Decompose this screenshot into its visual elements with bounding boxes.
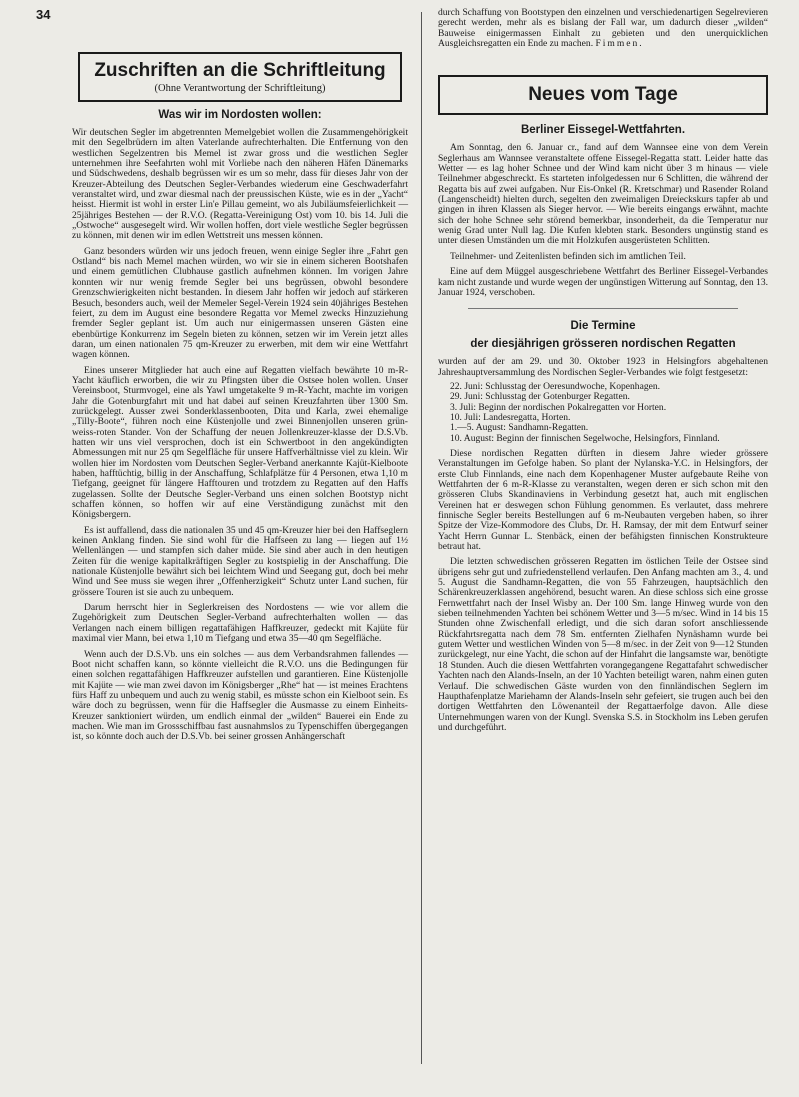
continuation-text: durch Schaffung von Bootstypen den einzelnen und verschiedenartigen Segelrevieren gerecht werden, mehr als es bislang der Fall war, um dadurch dieser „wilden“ Bauweise einigermassen Einhalt zu gebieten und den unerquicklichen Ausgleichsregatten ein Ende zu machen. (438, 7, 768, 50)
paragraph: Darum herrscht hier in Seglerkreisen des Nordostens — wie vor allem die Zugehörigkeit zum Deutschen Segler-Verband aufrechterhalten wollen — das Verlangen nach einem billigen regattafähigen Haffkreuzer, gedeckt mit Kajüte für maximal vier Mann, bei etwa 1,10 m Tiefgang und etwa 35—40 qm Segelfläche. (72, 602, 408, 645)
paragraph: wurden auf der am 29. und 30. Oktober 1923 in Helsingfors abgehaltenen Jahreshauptversammlung des Nordischen Segler-Verbandes wie folgt festgesetzt: (438, 356, 768, 378)
right-column (438, 8, 768, 733)
paragraph: Ganz besonders würden wir uns jedoch freuen, wenn einige Segler ihre „Fahrt gen Ostland“ bis nach Memel machen würden, wo wir sie in einem sicheren Bootshafen und einem gemütlichen Clubhause gastlich aufnehmen können. Im vorigen Jahre konnten wir nur wenig fremde Segler bei uns begrüssen, obwohl besondere Grenzschwierigkeiten nicht bestanden. In diesem Jahr hoffen wir jedoch auf stärkeren Besuch, besonders auch, weil der Memeler Segel-Verein 1924 sein 40jähriges Bestehen feiert, zu dem im August eine besondere Regatta vor Memel zwecks Hinzuziehung fremder Segler geplant ist. Um auch nur einigermassen unseren Gästen eine ebenbürtige Konkurrenz im Segeln bieten zu können, setzen wir im Verein jetzt alles daran, um einen nationalen 75 qm-Kreuzer zu erwerben, mit dem wir eine Wettfahrt wagen können. (72, 245, 408, 361)
eissegel-headline: Berliner Eissegel-Wettfahrten. (520, 124, 686, 137)
article-headline: Was wir im Nordosten wollen: (158, 109, 322, 121)
paragraph: Teilnehmer- und Zeitenlisten befinden sich im amtlichen Teil. (450, 250, 686, 262)
paragraph: Eine auf dem Müggel ausgeschriebene Wettfahrt des Berliner Eissegel-Verbandes kam nicht zustande und wurde wegen der ungünstigen Witterung auf Sonntag, den 13. Januar 1924, verschoben. (438, 266, 768, 298)
paragraph: Wir deutschen Segler im abgetrennten Memelgebiet wollen die Zusammengehörigkeit mit den Segelbrüdern im alten Vaterlande aufrechterhalten. Die Entfernung von den westlichen Segelzentren bis Memel ist zwar gross und die westlichen Segler unternehmen ihre Seefahrten wohl mit Vorliebe nach den näheren Häfen Dänemarks und Südschwedens, deshalb begrüssen wir es um so mehr, dass für dieses Jahr von der Kreuzer-Abteilung des Deutschen Segler-Verbandes wiederum eine Geschwaderfahrt veranstaltet wird, und zwar diesmal nach der preussischen Küste, wie es in der „Yacht“ heisst. Hiermit ist wohl in erster Lin'e Pillau gemeint, wo als Jubiläumsfeierlichkeit — 25jähriges Bestehen — der R.V.O. (Regatta-Vereinigung Ost) vom 10. bis 14. Juli die „Ostwoche“ ausgesegelt wird. Wir wollen hoffen, dort viele westliche Segler begrüssen zu können, mit denen wir im edlen Wettstreit uns messen können. (72, 127, 408, 242)
list-item: 22. Juni: Schlusstag der Oeresundwoche, Kopenhagen. (450, 380, 660, 392)
letters-title: Zuschriften an die Schriftleitung (94, 60, 386, 81)
list-item: 3. Juli: Beginn der nordischen Pokalregatten vor Horten. (450, 401, 667, 413)
news-box (438, 75, 768, 115)
author-signature: Fimmen. (595, 38, 644, 50)
news-title: Neues vom Tage (528, 84, 678, 106)
paragraph: Die letzten schwedischen grösseren Regatten im östlichen Teile der Ostsee sind übrigens sehr gut und zufriedenstellend verlaufen. Den Anfang machten am 3., 4. und 5. August die Sandhamn-Regatten, die von 55 Fahrzeugen, hauptsächlich den Schärenkreuzerklassen angehörend, besucht waren. An diese schloss sich eine grosse Fernwettfahrt nach der Insel Wisby an. Der 100 Sm. lange Hinweg wurde von den sieben teilnehmenden Yachten bei schönem Wetter und 3—5 m/sec. Wind in 14 bis 15 Stunden ohne Zwischenfall erledigt, und die sich daran sofort anschliessende Rückfahrtsregatta nach dem 78 Sm. entfernten Zielhafen Nynäshamn wurde bei gutem Wetter und westlichen Winden von 5—8 m/sec. in der Zeit von 9—12 Stunden zurückgelegt, nur eine Yacht, die schon auf der Hinfahrt die langsamste war, benötigte 18 Stunden. Auch die diesen Wettfahrten vorangegangene Regattafahrt schwedischer Yachten nach den Alands-Inseln, an der 10 Yachten beteiligt waren, nahm einen guten Verlauf. Die schwedischen Gäste wurden von den finnländischen Seglern im Haupthafenplatze Mariehamn der Alands-Inseln sehr gefeiert, sie trugen auch bei den dortigen Wettfahrten den Löwenanteil der Regattaerfolge davon. Alle diese Unternehmungen waren von der Kungl. Svenska S.S. in Stockholm ins Leben gerufen und durchgeführt. (438, 556, 768, 733)
left-column (72, 30, 408, 743)
paragraph: Am Sonntag, den 6. Januar cr., fand auf dem Wannsee eine von dem Verein Seglerhaus am Wannsee veranstaltete offene Eissegel-Regatta statt. Leider hatte das Wetter — es lag hoher Schnee und der Wind kam nicht über 3 m hinaus — viele Teilnehmer abgeschreckt. Es starteten infolgedessen nur 6 Schlitten, die während der Regatta bis auf zwei aufgaben. Nur Eis-Onkel (R. Kretschmar) und Rasender Roland (Langenscheidt) hielten durch, segelten den zweimaligen Dreieckskurs tapfer ab und gingen in ihren Klassen als Sieger hervor. — Wie bereits eingangs erwähnt, machte sich der hohe Schnee sehr störend bemerkbar, insonderheit, da die Temperatur nur wenig Grad unter Null lag. Die Kufen klebten stark. Besonders ungünstig stand es unter diesen Umständen um die mit Holzkufen ausgerüsteten Schlitten. (438, 142, 768, 247)
regatta-dates-list (438, 382, 768, 444)
termine-headline: Die Termine (570, 320, 636, 333)
list-item: 29. Juni: Schlusstag der Gotenburger Regatten. (450, 391, 630, 403)
list-item: 10. August: Beginn der finnischen Segelwoche, Helsingfors, Finnland. (450, 432, 720, 444)
paragraph: Es ist auffallend, dass die nationalen 35 und 45 qm-Kreuzer hier bei den Haffseglern keinen Anklang finden. Sie sind wohl für die Haffseen zu lang — liegen auf 1½ Wellenlängen — und stampfen sich daher müde. Sie sind aber auch in den heutigen Zeiten für die wenige kapitalkräftigen Segler zu kostspielig in der Anschaffung. Die nationale Küstenjolle bewährt sich bei leichtem Wind und Seegang gut, doch bei mehr Wind und See muss sie wegen ihrer „Offenherzigkeit“ Schutz unter Land suchen, für grössere Touren ist sie auch zu unbequem. (72, 524, 408, 598)
continuation-paragraph (438, 8, 768, 49)
list-item: 10. Juli: Landesregatta, Horten. (450, 411, 571, 423)
page-number: 34 (36, 7, 51, 22)
paragraph: Eines unserer Mitglieder hat auch eine auf Regatten vielfach bewährte 10 m-R-Yacht käuflich erworben, die wir zu Pfingsten über die Ostsee holen wollen. Unser Vereinsboot, Sturmvogel, eine als Yawl umgetakelte 9 m-R-Yacht, machte im vorigen Jahr die Gotenburgfahrt mit und hat dabei auf seinen Kreuzfahrten über 1300 Sm. zurückgelegt. Ausser zwei Sonderklassenbooten, Dita und Karla, zwei ehemalige „Tilly-Boote“, führen noch eine Küstenjolle und zwei Binnenjollen unseren grün-weiss-roten Stander. Von der Schaffung der neuen Jollenkreuzer-klasse der D.S.Vb. hatten wir uns viel versprochen, doch ist ein Schwertboot in den angekündigten Abmessungen mit nur 25 qm Segelfläche für unsere Haffverhältnisse viel zu klein. Wir wollen hier im Nordosten vom Deutschen Segler-Verband anerkannte Kajüt-Kielboote haben, hafftüchtig, billig in der Anschaffung, Schlafplätze für 4 Personen, etwa 1,10 m Tiefgang, geeignet für längere Hafftouren und trotzdem zu Regatten auf den Haffs zugelassen. Sollte der Deutsche Segler-Verband uns einen solchen Bootstyp nicht schaffen können, so hoffen wir auf eine Verständigung zunächst mit den Königsbergern. (72, 364, 408, 521)
letters-box (78, 52, 402, 102)
column-divider (421, 12, 422, 1064)
paragraph: Wenn auch der D.S.Vb. uns ein solches — aus dem Verbandsrahmen fallendes — Boot nicht schaffen kann, so könnte vielleicht die R.V.O. uns die Bedingungen für einen solchen regattafähigen Haffkreuzer aufstellen und garantieren. Eine Küstenjolle mit Kajüte — wie man zwei davon im Königsberger „Rhe“ hat — ist meines Erachtens fürs Haff zu unbequem und auch zu wenig stabil, es müsste schon ein Kielboot sein. Es wäre doch zu begrüssen, wenn für die Haffsegler die Ausmasse zu einem Einheits-Kreuzer sanktioniert würden, um endlich einmal der „wilden“ Bauerei ein Ende zu machen. Wie man im Grossschiffbau fast ausnahmslos zu Typenschiffen übergegangen ist, so könnte doch auch der D.S.Vb. bei seiner grossen Anhängerschaft (72, 648, 408, 743)
list-item: 1.—5. August: Sandhamn-Regatten. (450, 422, 589, 434)
section-divider (468, 308, 738, 309)
paragraph: Diese nordischen Regatten dürften in diesem Jahre wieder grössere Veranstaltungen im Gefolge haben. So plant der Nylanska-Y.C. in Helsingfors, der erste Club Finnlands, eine nach dem Kopenhagener Muster aufgebaute Reihe von Wettfahrten der 6 m-R-Klasse zu veranstalten, wegen deren er sich schon mit den grösseren Clubs Skandinaviens in Verbindung gesetzt hat, auch mit englischen Vereinen hat er deswegen schon Fühlung genommen. Es verlautet, dass mehrere finnische Segler bereits Bestellungen auf 6 m-Neubauten vergeben haben, so ihrer Spitze der Vize-Kommodore des Clubs, Dr. H. Ramsay, der mit dem Entwurf seiner Yacht Herrn Gunnar L. Stenbäck, einen der befähigsten finnischen Konstrukteure betraut hat. (438, 447, 768, 553)
letters-subtitle: (Ohne Verantwortung der Schriftleitung) (154, 83, 326, 94)
termine-subheadline: der diesjährigen grösseren nordischen Regatten (470, 338, 736, 351)
